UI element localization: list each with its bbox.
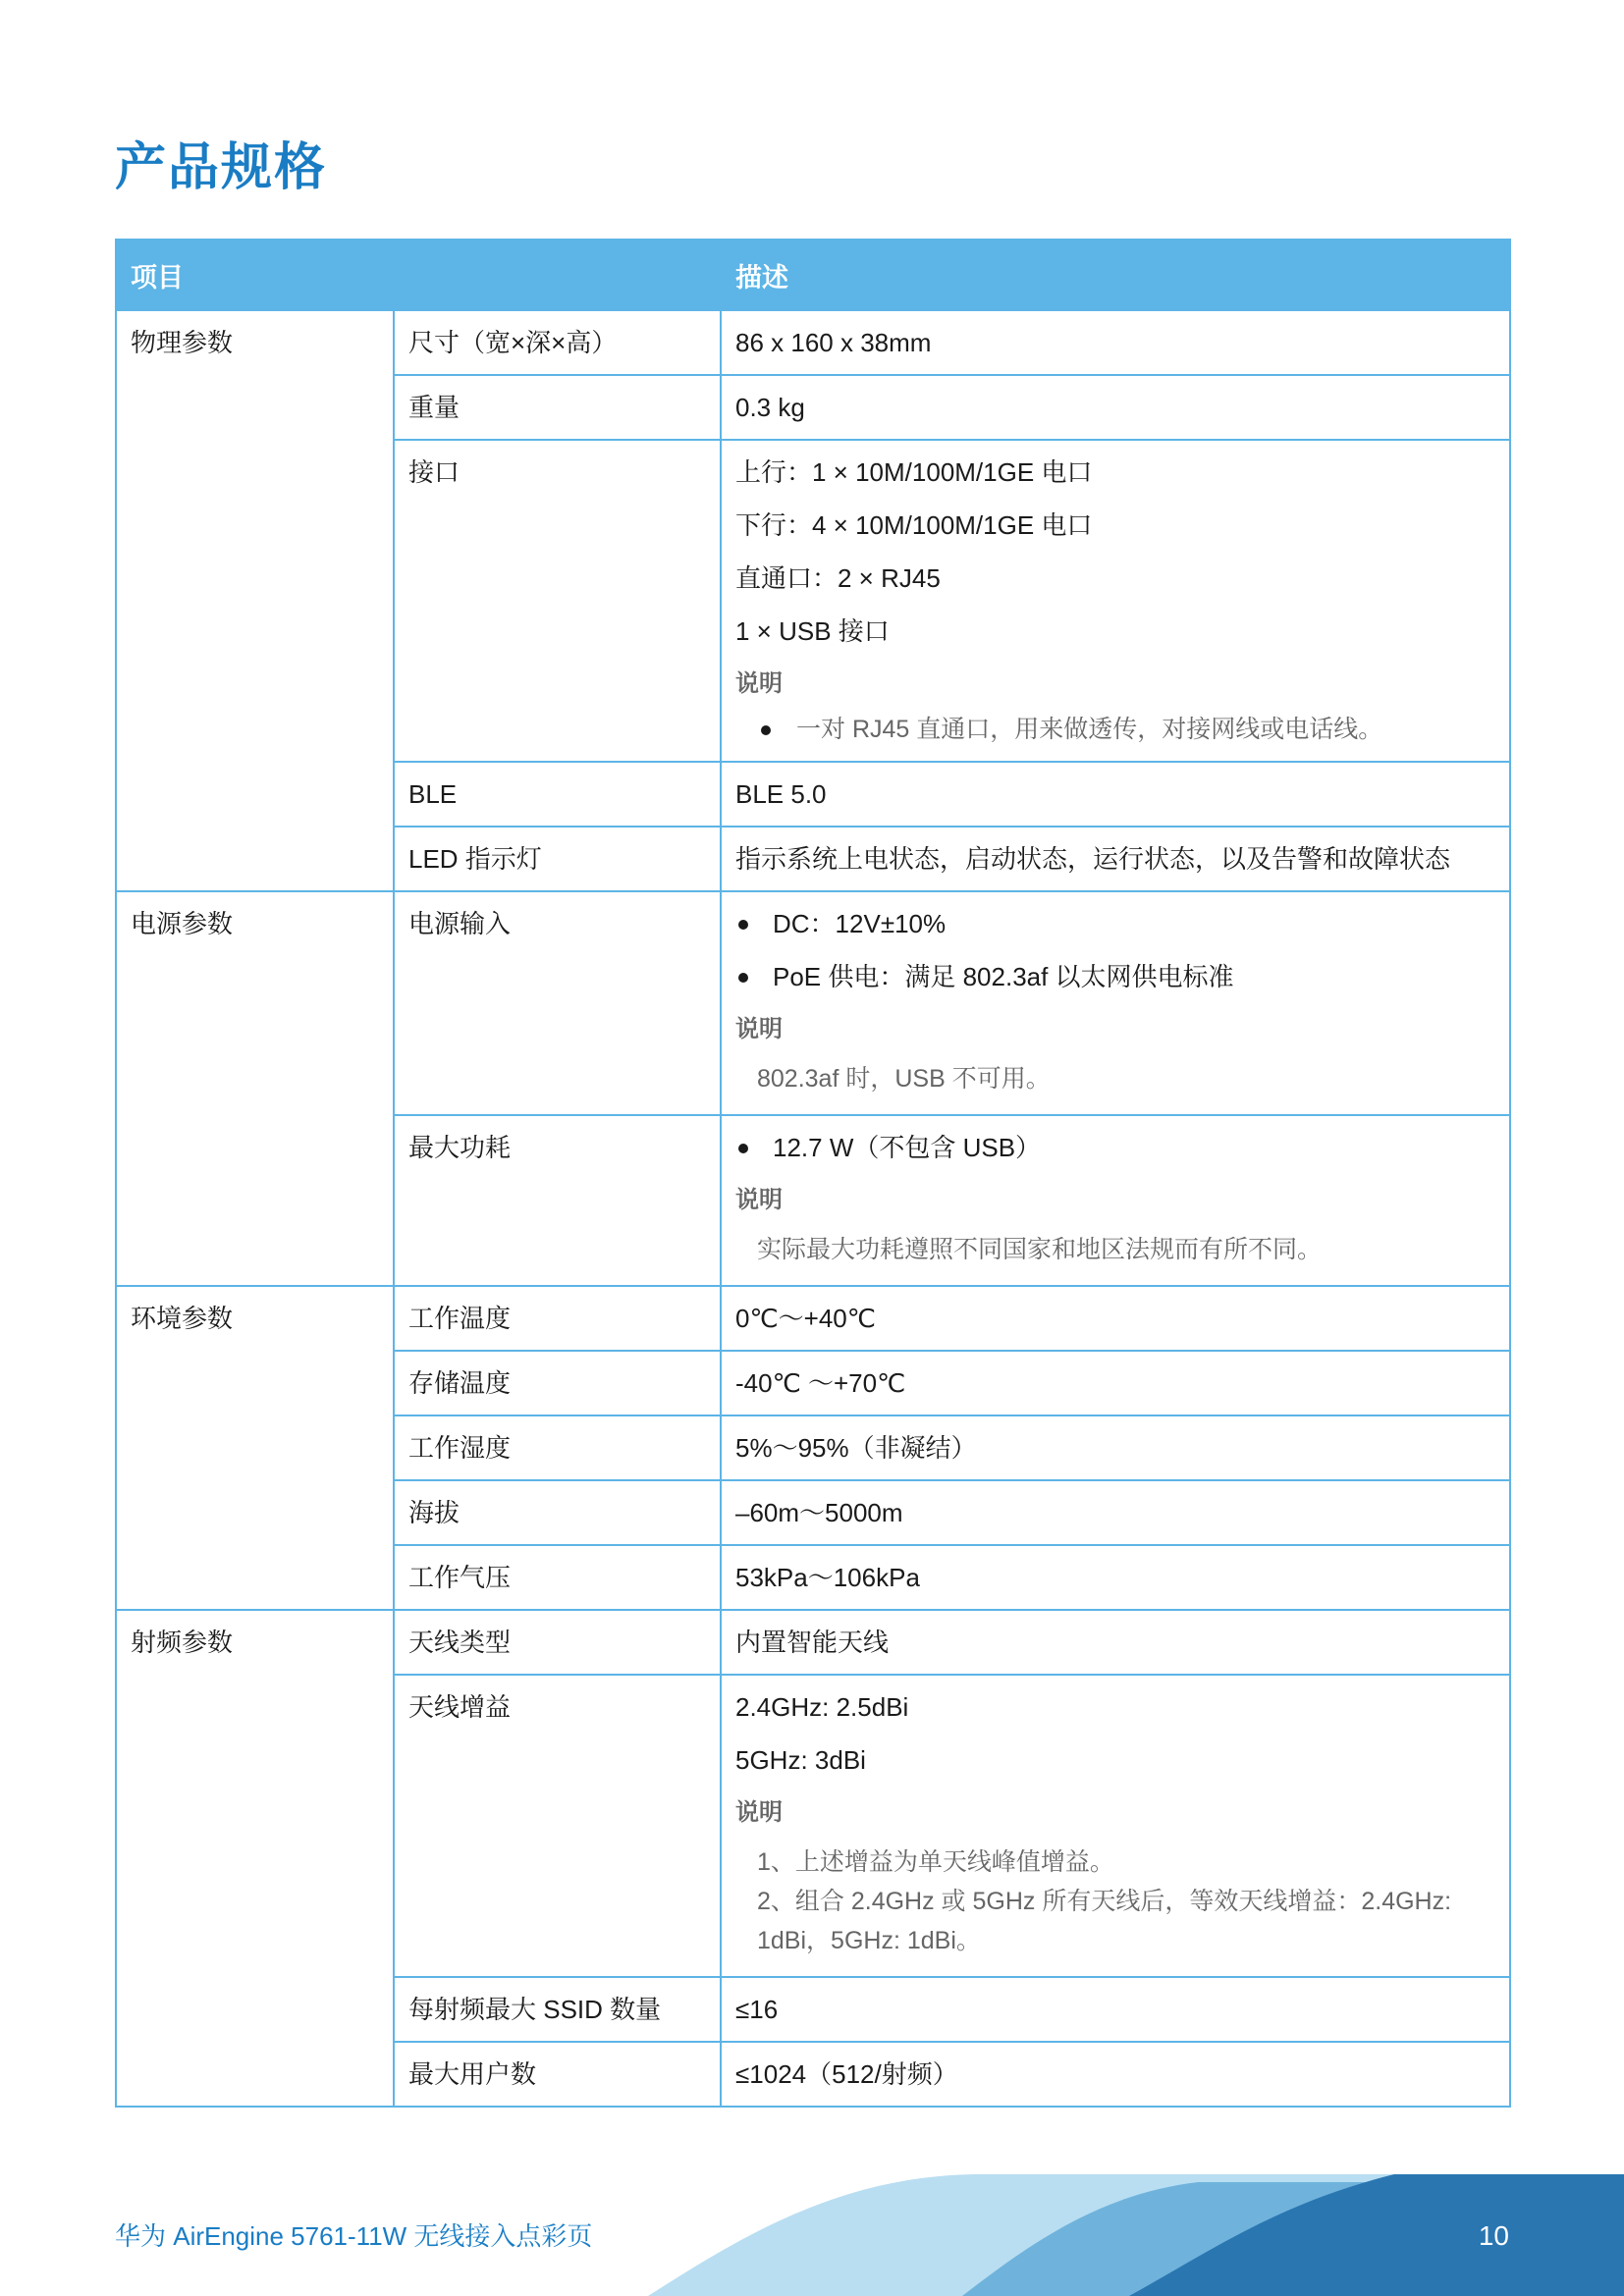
description-line: 指示系统上电状态，启动状态，运行状态，以及告警和故障状态 xyxy=(735,844,1451,874)
description-line: 86 x 160 x 38mm xyxy=(735,328,932,357)
note-text: 802.3af 时，USB 不可用。 xyxy=(757,1065,1051,1093)
category-cell: 射频参数 xyxy=(116,1610,394,2107)
page-title: 产品规格 xyxy=(115,139,328,196)
table-row xyxy=(116,1610,1510,1675)
description-cell xyxy=(721,1115,1510,1286)
description-line: 内置智能天线 xyxy=(735,1628,890,1657)
item-cell: 工作气压 xyxy=(394,1545,721,1610)
item-cell: 最大功耗 xyxy=(394,1115,721,1286)
description-line: 53kPa～106kPa xyxy=(735,1563,920,1592)
item-cell: 海拔 xyxy=(394,1480,721,1545)
note-text: 实际最大功耗遵照不同国家和地区法规而有所不同。 xyxy=(757,1236,1323,1263)
note-title: 说明 xyxy=(735,1016,783,1042)
description-bullet: PoE 供电：满足 802.3af 以太网供电标准 xyxy=(735,961,1495,992)
item-cell: 天线增益 xyxy=(394,1675,721,1977)
table-row xyxy=(116,1286,1510,1351)
description-cell xyxy=(721,762,1510,827)
description-line: ≤1024（512/射频） xyxy=(735,2059,958,2089)
description-cell xyxy=(721,1977,1510,2042)
item-cell: 工作湿度 xyxy=(394,1415,721,1480)
description-cell xyxy=(721,440,1510,762)
description-line: 上行：1 × 10M/100M/1GE 电口 xyxy=(735,457,1093,487)
item-cell: 接口 xyxy=(394,440,721,762)
description-cell xyxy=(721,1286,1510,1351)
item-cell: LED 指示灯 xyxy=(394,827,721,891)
description-line: 5%～95%（非凝结） xyxy=(735,1433,977,1463)
description-bullet: DC：12V±10% xyxy=(735,908,1495,939)
table-header-row xyxy=(116,240,1510,310)
description-cell xyxy=(721,1351,1510,1415)
category-cell: 环境参数 xyxy=(116,1286,394,1610)
description-line: ≤16 xyxy=(735,1995,779,2024)
item-cell: 尺寸（宽×深×高） xyxy=(394,310,721,375)
description-line: 0℃～+40℃ xyxy=(735,1304,876,1333)
category-cell: 电源参数 xyxy=(116,891,394,1286)
description-line: 0.3 kg xyxy=(735,393,805,422)
page-number: 10 xyxy=(1478,2220,1509,2251)
description-line: 5GHz: 3dBi xyxy=(735,1745,866,1775)
item-cell: 天线类型 xyxy=(394,1610,721,1675)
description-cell xyxy=(721,1545,1510,1610)
description-cell xyxy=(721,1480,1510,1545)
note-text: 1、上述增益为单天线峰值增益。 xyxy=(757,1848,1114,1876)
table-row xyxy=(116,891,1510,1115)
description-line: BLE 5.0 xyxy=(735,779,827,809)
item-cell: 工作温度 xyxy=(394,1286,721,1351)
description-cell xyxy=(721,310,1510,375)
category-cell: 物理参数 xyxy=(116,310,394,891)
description-line: 直通口：2 × RJ45 xyxy=(735,563,941,593)
table-row xyxy=(116,310,1510,375)
item-cell: BLE xyxy=(394,762,721,827)
item-cell: 存储温度 xyxy=(394,1351,721,1415)
description-cell xyxy=(721,1415,1510,1480)
header-description: 描述 xyxy=(721,240,1510,310)
note-title: 说明 xyxy=(735,1799,783,1826)
description-cell xyxy=(721,2042,1510,2107)
item-cell: 电源输入 xyxy=(394,891,721,1115)
description-line: 下行：4 × 10M/100M/1GE 电口 xyxy=(735,510,1093,540)
description-cell xyxy=(721,375,1510,440)
description-cell xyxy=(721,1610,1510,1675)
header-item: 项目 xyxy=(116,240,721,310)
description-bullet: 12.7 W（不包含 USB） xyxy=(735,1132,1495,1163)
description-cell xyxy=(721,891,1510,1115)
description-line: 2.4GHz: 2.5dBi xyxy=(735,1692,909,1722)
note-text: 2、组合 2.4GHz 或 5GHz 所有天线后，等效天线增益：2.4GHz: 1dBi，5GHz: 1dBi。 xyxy=(757,1888,1452,1954)
item-cell: 重量 xyxy=(394,375,721,440)
spec-table-body xyxy=(116,310,1510,2107)
description-cell xyxy=(721,827,1510,891)
item-cell: 最大用户数 xyxy=(394,2042,721,2107)
note-title: 说明 xyxy=(735,670,783,697)
note-title: 说明 xyxy=(735,1187,783,1213)
footer-doc-title: 华为 AirEngine 5761-11W 无线接入点彩页 xyxy=(115,2221,593,2251)
description-cell xyxy=(721,1675,1510,1977)
description-line: 1 × USB 接口 xyxy=(735,616,890,646)
description-line: –60m～5000m xyxy=(735,1498,903,1527)
note-bullet: 一对 RJ45 直通口，用来做透传，对接网线或电话线。 xyxy=(735,714,1495,745)
description-line: -40℃ ～+70℃ xyxy=(735,1368,906,1398)
spec-table xyxy=(115,239,1511,2108)
item-cell: 每射频最大 SSID 数量 xyxy=(394,1977,721,2042)
